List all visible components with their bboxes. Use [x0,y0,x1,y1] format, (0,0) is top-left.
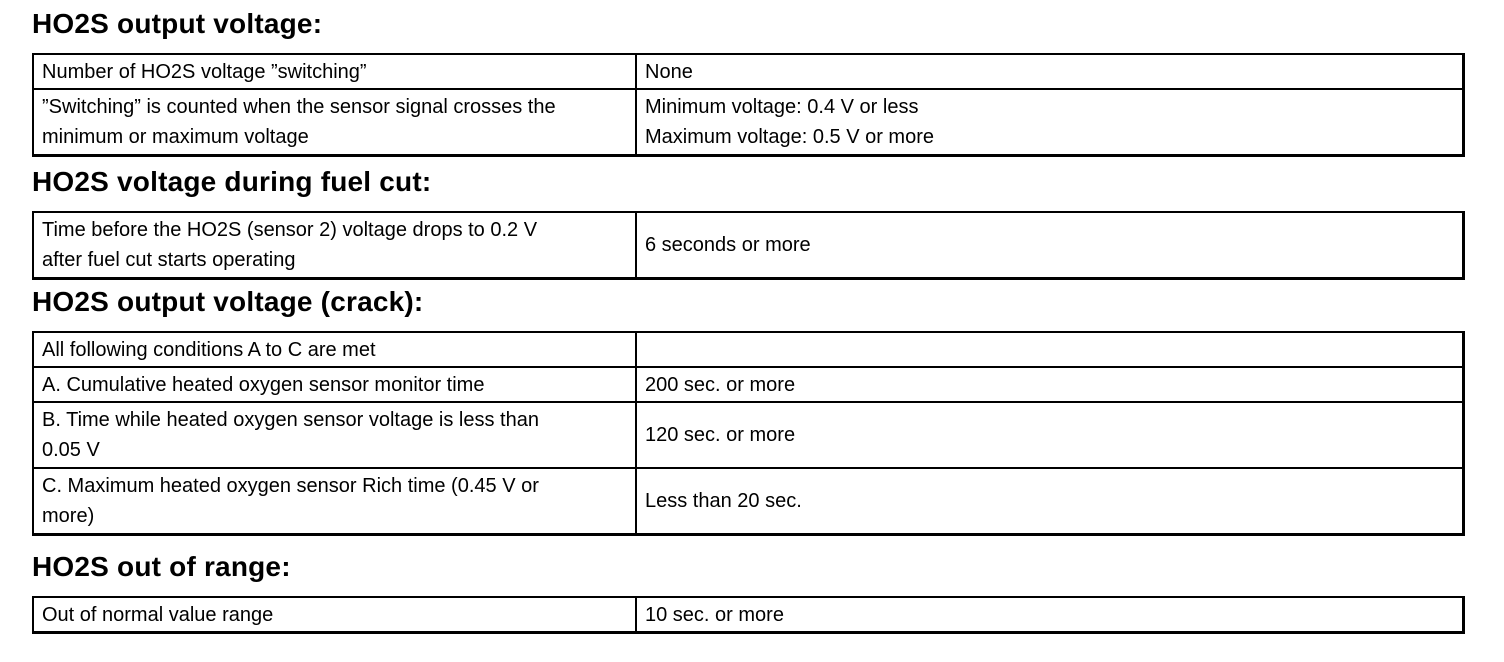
table-row [33,468,1463,535]
value-cell: Minimum voltage: 0.4 V or less Maximum voltage: 0.5 V or more [636,89,1463,156]
crack-table [32,331,1465,536]
value-cell: None [636,54,1463,89]
condition-cell: A. Cumulative heated oxygen sensor monitor time [33,367,636,402]
condition-cell: Out of normal value range [33,597,636,633]
section-heading-crack: HO2S output voltage (crack): [32,286,424,317]
value-cell: 120 sec. or more [636,402,1463,468]
condition-cell: C. Maximum heated oxygen sensor Rich time (0.45 V or more) [33,468,636,535]
fuel-cut-table [32,211,1465,280]
section-heading-out-of-range: HO2S out of range: [32,551,291,582]
table-row [33,367,1463,402]
value-cell [636,332,1463,367]
table-row [33,89,1463,156]
value-cell: Less than 20 sec. [636,468,1463,535]
condition-cell: B. Time while heated oxygen sensor voltage is less than 0.05 V [33,402,636,468]
condition-cell: All following conditions A to C are met [33,332,636,367]
table-row [33,597,1463,633]
condition-cell: ”Switching” is counted when the sensor signal crosses the minimum or maximum voltage [33,89,636,156]
value-cell: 10 sec. or more [636,597,1463,633]
table-row [33,212,1463,279]
table-row [33,332,1463,367]
section-heading-output-voltage: HO2S output voltage: [32,8,323,39]
out-of-range-table [32,596,1465,634]
output-voltage-table [32,53,1465,157]
condition-cell: Number of HO2S voltage ”switching” [33,54,636,89]
value-cell: 6 seconds or more [636,212,1463,279]
section-heading-fuel-cut: HO2S voltage during fuel cut: [32,166,432,197]
condition-cell: Time before the HO2S (sensor 2) voltage drops to 0.2 V after fuel cut starts operating [33,212,636,279]
table-row [33,54,1463,89]
value-cell: 200 sec. or more [636,367,1463,402]
table-row [33,402,1463,468]
